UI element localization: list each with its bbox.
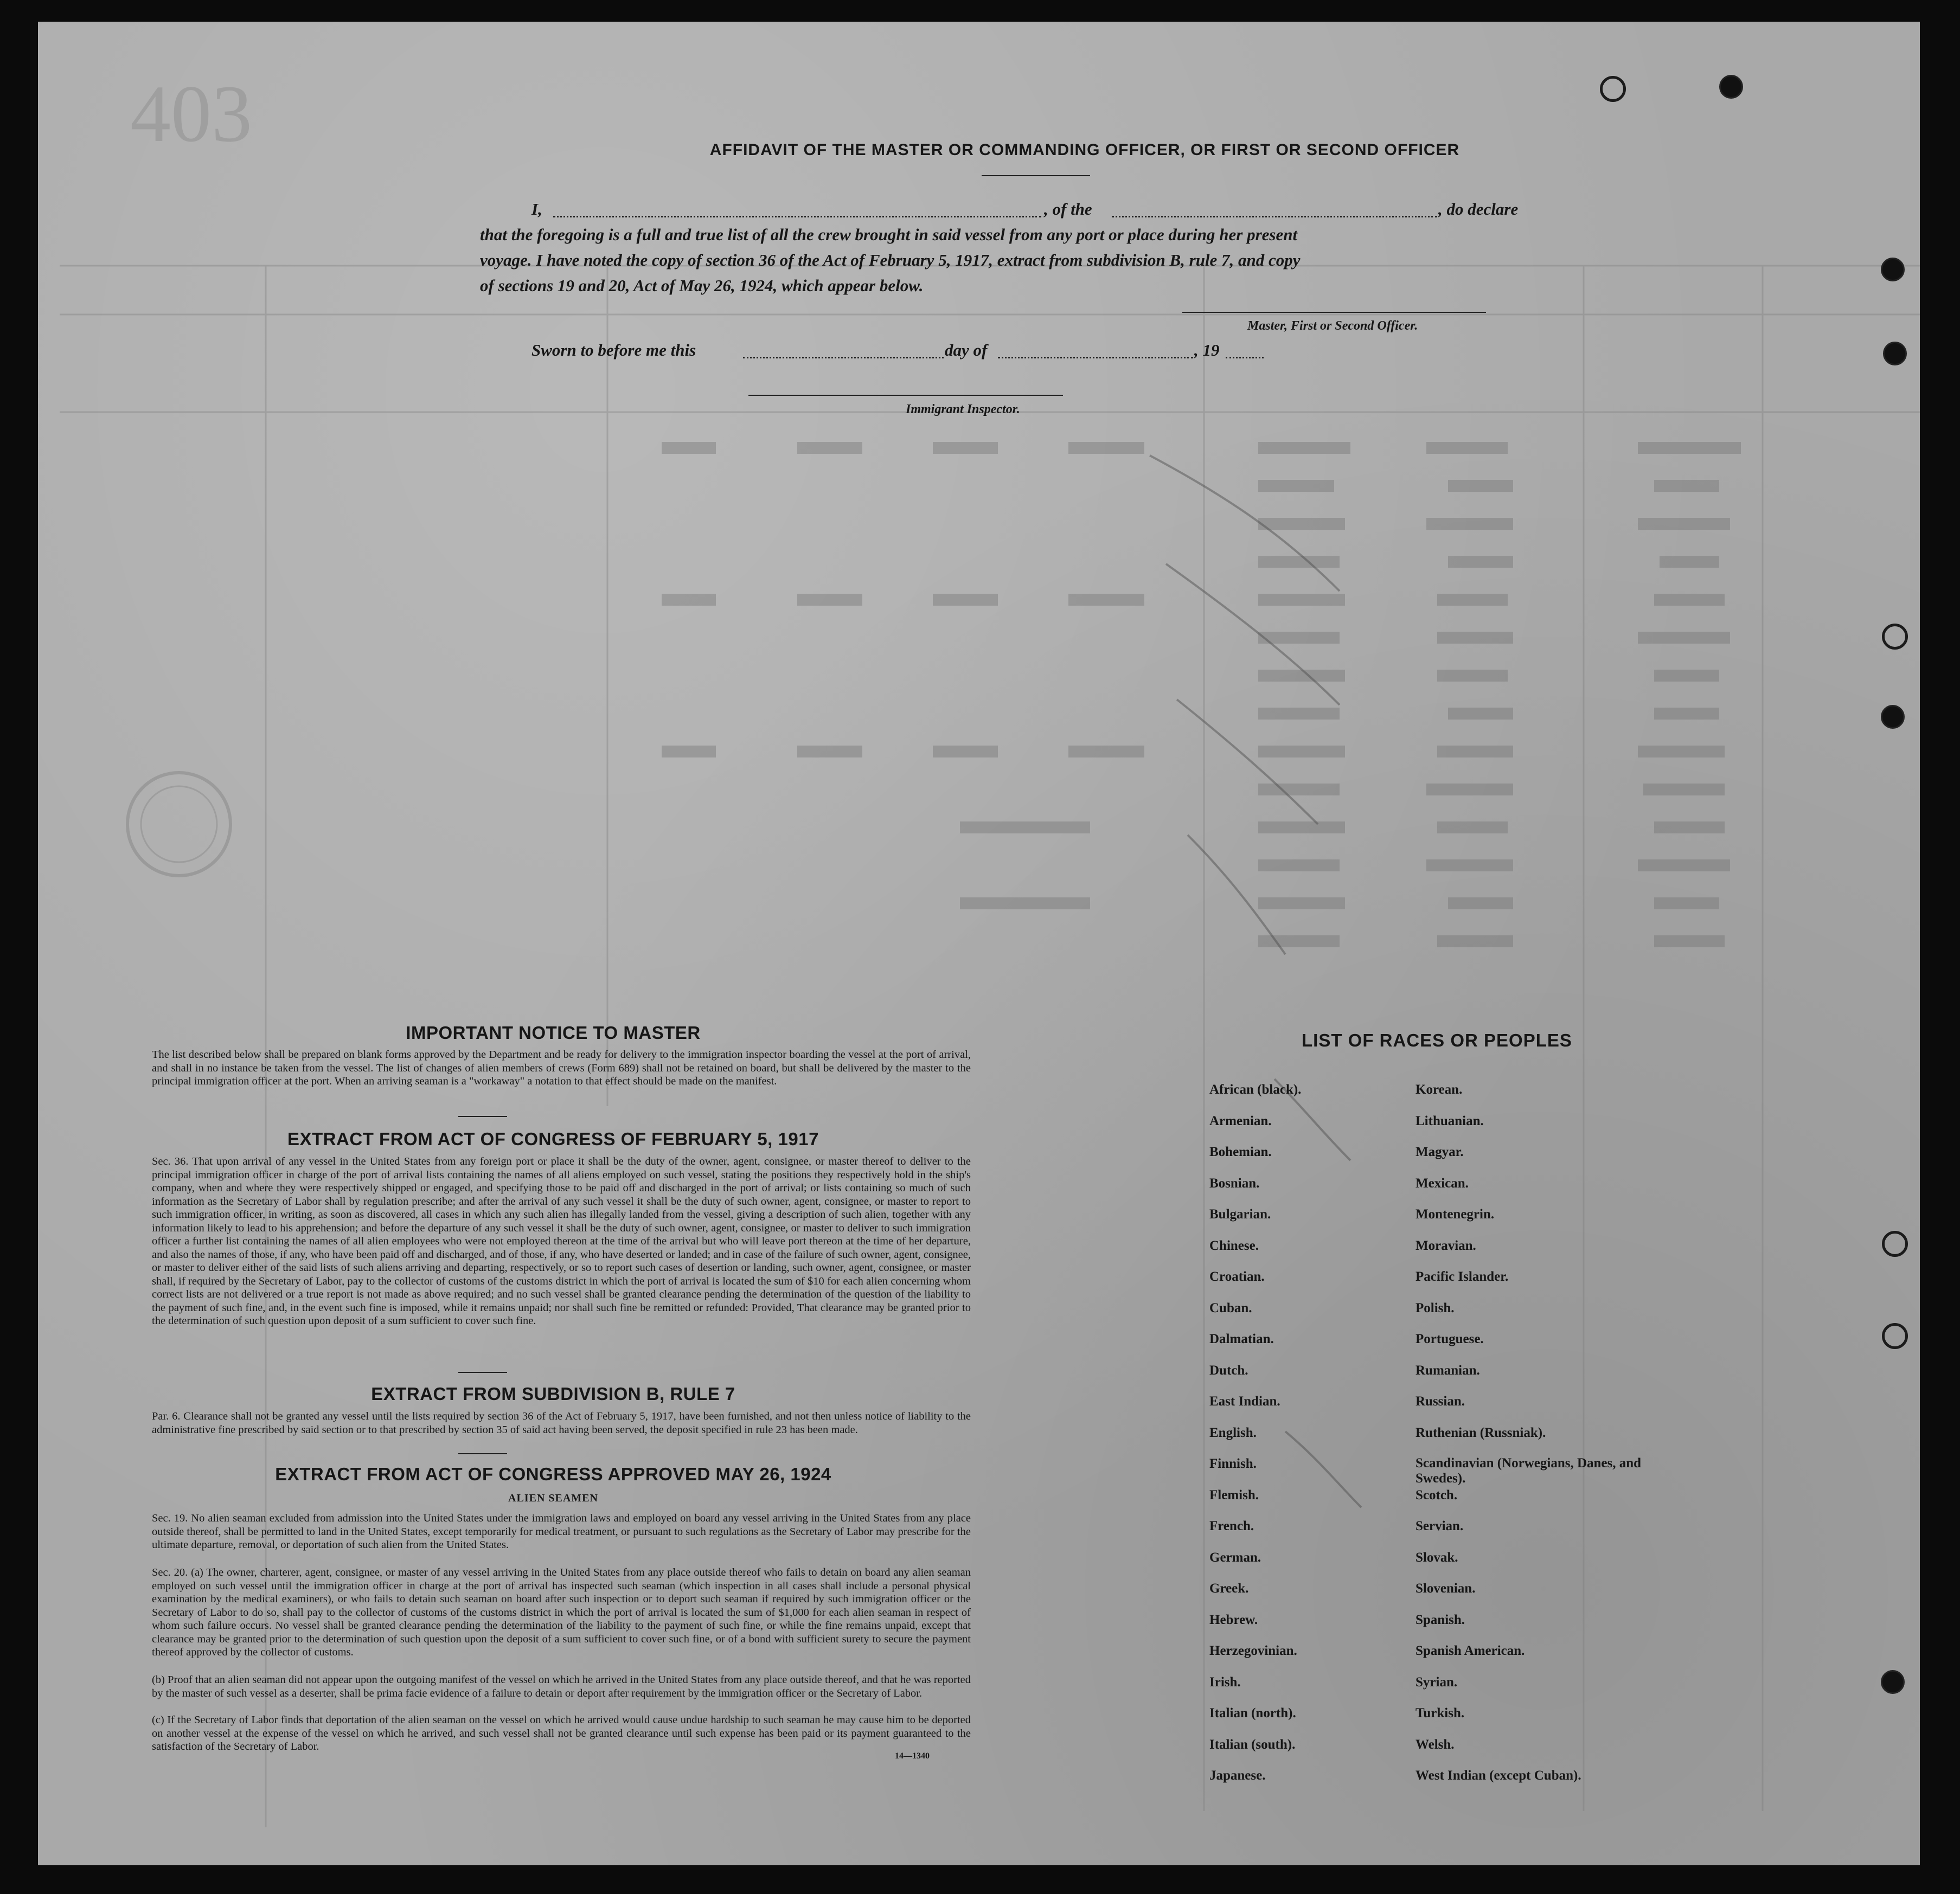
- extract-1924-title: EXTRACT FROM ACT OF CONGRESS APPROVED MAY 26, 1924: [275, 1464, 831, 1484]
- race-item: Spanish American.: [1415, 1643, 1525, 1658]
- affidavit-declare: , do declare: [1438, 200, 1519, 219]
- svg-text:403: 403: [130, 69, 252, 159]
- race-item: Bulgarian.: [1209, 1207, 1271, 1222]
- sec-19-text: Sec. 19. No alien seaman excluded from admission into the United States under the immigration laws and employed on board any vessel arriving in the United States from any place outside thereof, shall be permitted to land in the United States, except temporarily for medical treatment, or pursuant to such regulations as the Secretary of Labor may prescribe for the ultimate departure, removal, or deportation of such alien from the United States.: [152, 1512, 971, 1551]
- divider: [458, 1372, 507, 1373]
- race-item: Greek.: [1209, 1581, 1249, 1596]
- form-number: 14—1340: [895, 1751, 930, 1761]
- title-underline: [982, 175, 1090, 176]
- signature-line: [1182, 312, 1486, 313]
- sworn-day-of: day of: [945, 341, 988, 359]
- race-item: Croatian.: [1209, 1269, 1265, 1284]
- punch-hole: [1881, 705, 1905, 729]
- race-item: Herzegovinian.: [1209, 1643, 1297, 1658]
- sworn-prefix: Sworn to before me this: [531, 341, 696, 359]
- punch-hole: [1881, 258, 1905, 281]
- race-item: Bohemian.: [1209, 1145, 1272, 1159]
- race-item: Italian (south).: [1209, 1737, 1296, 1752]
- extract-rule7-title: EXTRACT FROM SUBDIVISION B, RULE 7: [371, 1384, 735, 1404]
- races-left-column: [1209, 1082, 1301, 1799]
- race-item: Finnish.: [1209, 1456, 1257, 1471]
- notice-text: The list described below shall be prepared on blank forms approved by the Department and be ready for delivery to the immigration inspector boarding the vessel at the port of arrival, and shall in no instance be taken from the vessel. The list of changes of alien members of crews (Form 689) shall not be retained on board, but shall be delivered by the master to the principal immigration officer at the port. When an arriving seaman is a "workaway" a notation to that effect should be made on the manifest.: [152, 1049, 971, 1087]
- race-item: Scotch.: [1415, 1487, 1458, 1503]
- divider: [458, 1116, 507, 1117]
- race-item: Magyar.: [1415, 1145, 1464, 1159]
- race-item: Armenian.: [1209, 1113, 1272, 1128]
- extract-1917-title: EXTRACT FROM ACT OF CONGRESS OF FEBRUARY 5, 1917: [287, 1129, 819, 1149]
- race-item: Spanish.: [1415, 1612, 1465, 1627]
- races-title: LIST OF RACES OR PEOPLES: [1302, 1030, 1572, 1050]
- race-item: Ruthenian (Russniak).: [1415, 1425, 1546, 1440]
- sworn-year: , 19: [1194, 341, 1220, 359]
- race-item: German.: [1209, 1550, 1261, 1565]
- punch-hole: [1719, 75, 1743, 99]
- inspector-label: Immigrant Inspector.: [906, 402, 1020, 416]
- race-item: Servian.: [1415, 1519, 1464, 1533]
- affidavit-line-3: voyage. I have noted the copy of section 36 of the Act of February 5, 1917, extract from subdivision B, rule 7, and copy: [480, 251, 1301, 269]
- vessel-blank: [1112, 216, 1437, 217]
- punch-hole: [1882, 624, 1908, 650]
- punch-hole: [1883, 342, 1907, 365]
- signature-label: Master, First or Second Officer.: [1247, 319, 1418, 333]
- race-item: Mexican.: [1415, 1176, 1469, 1191]
- affidavit-title: AFFIDAVIT OF THE MASTER OR COMMANDING OFFICER, OR FIRST OR SECOND OFFICER: [709, 141, 1460, 159]
- punch-hole: [1881, 1670, 1905, 1694]
- inspector-line: [748, 395, 1063, 396]
- punch-hole: [1600, 76, 1626, 102]
- race-item: Cuban.: [1209, 1300, 1252, 1315]
- race-item: Montenegrin.: [1415, 1207, 1495, 1222]
- document-sheet: [38, 22, 1920, 1865]
- sworn-year-blank: [1226, 357, 1264, 358]
- divider: [458, 1453, 507, 1454]
- race-item: Japanese.: [1209, 1768, 1266, 1783]
- race-item: Russian.: [1415, 1394, 1465, 1409]
- extract-1917-text: Sec. 36. That upon arrival of any vessel in the United States from any foreign port or place it shall be the duty of the owner, agent, consignee, or master thereof to deliver to the principal immigration officer in charge of the port of arrival lists containing the names of all aliens employed on such vessel, stating the positions they respectively hold in the ship's company, when and where they were respectively shipped or engaged, and specifying those to be paid off and discharged in the port of arrival; or lists containing so much of such information as the Secretary of Labor shall by regulation prescribe; and after the arrival of any such vessel it shall be the duty of such owner, agent, consignee, or master to report to such immigration officer, in writing, as soon as discovered, all cases in which any such alien has illegally landed from the vessel, giving a description of such alien, together with any information likely to lead to his apprehension; and before the departure of any such vessel it shall be the duty of such owner, agent, consignee, or master to deliver to such immigration officer a further list containing the names of all alien employees who were not employed thereon at the time of the arrival but who will leave port thereon at the time of her departure, and also the names of those, if any, who have been paid off and discharged, and of those, if any, who have deserted or landed; and in case of the failure of such owner, agent, consignee, or master to deliver either of the said lists of such aliens arriving and departing, respectively, or so to report such cases of desertion or landing, such owner, agent, consignee, or master shall, if required by the Secretary of Labor, pay to the collector of customs of the customs district in which the port of arrival is located the sum of $10 for each alien concerning whom correct lists are not delivered or a true report is not made as above required; and no such vessel shall be granted clearance pending the determination of the question of the liability to the payment of such fine, and, in the event such fine is imposed, while it remains unpaid; nor shall such fine be remitted or refunded: Provided, That clearance may be granted prior to the determination of such question upon deposit of a sum sufficient to cover such fine.: [152, 1155, 971, 1327]
- race-item: West Indian (except Cuban).: [1415, 1768, 1581, 1783]
- race-item: East Indian.: [1209, 1394, 1280, 1409]
- race-item: African (black).: [1209, 1082, 1302, 1097]
- affidavit-line-2: that the foregoing is a full and true list of all the crew brought in said vessel from any port or place during her present: [480, 225, 1298, 244]
- race-item: Slovak.: [1415, 1550, 1458, 1565]
- race-item: Chinese.: [1209, 1238, 1259, 1253]
- punch-hole: [1882, 1231, 1908, 1257]
- race-item: Syrian.: [1415, 1674, 1458, 1690]
- sworn-day-blank: [743, 357, 944, 358]
- race-item: Scandinavian (Norwegians, Danes, and Swedes).: [1415, 1456, 1642, 1486]
- race-item: Polish.: [1415, 1300, 1455, 1315]
- race-item: Dutch.: [1209, 1363, 1248, 1378]
- sec-20c-text: (c) If the Secretary of Labor finds that deportation of the alien seaman on the vessel on which he arrived would cause undue hardship to such seaman he may cause him to be deported on another vessel at the expense of the vessel on which he arrived, and such vessel shall not be granted clearance until such expense has been paid or its payment guaranteed to the satisfaction of the Secretary of Labor.: [152, 1714, 971, 1752]
- races-right-column: [1415, 1082, 1654, 1799]
- race-item: Flemish.: [1209, 1487, 1259, 1503]
- affidavit-line-4: of sections 19 and 20, Act of May 26, 1924, which appear below.: [480, 276, 924, 295]
- sec-20a-text: Sec. 20. (a) The owner, charterer, agent, consignee, or master of any vessel arriving in the United States from any place outside thereof who fails to detain on board any alien seaman employed on such vessel until the immigration officer in charge at the port of arrival has inspected such seaman (which inspection in all cases shall include a personal physical examination by the medical examiners), or who fails to detain such seaman on board after such inspection or to deport such seaman if required by such immigration officer or the Secretary of Labor to do so, shall pay to the collector of customs of the customs district in which the port of arrival is located the sum of $1,000 for each alien seaman in respect of whom such failure occurs. No vessel shall be granted clearance pending the determination of the liability to the payment of such fine, or while the fine remains unpaid, except that clearance may be granted prior to the determination of such question upon the deposit of a sum sufficient to cover such fine, or of a bond with sufficient surety to secure the payment thereof approved by the collector of customs.: [152, 1566, 971, 1658]
- race-item: Italian (north).: [1209, 1706, 1296, 1720]
- sworn-month-blank: [998, 357, 1193, 358]
- race-item: Hebrew.: [1209, 1612, 1258, 1627]
- race-item: Portuguese.: [1415, 1332, 1484, 1346]
- race-item: Irish.: [1209, 1674, 1241, 1690]
- race-item: Korean.: [1415, 1082, 1463, 1097]
- race-item: Dalmatian.: [1209, 1332, 1274, 1346]
- alien-seamen-subtitle: ALIEN SEAMEN: [508, 1492, 598, 1504]
- affidavit-of-the: , of the: [1044, 200, 1092, 219]
- race-item: English.: [1209, 1425, 1257, 1440]
- race-item: Slovenian.: [1415, 1581, 1476, 1596]
- punch-hole: [1882, 1323, 1908, 1349]
- extract-rule7-text: Par. 6. Clearance shall not be granted any vessel until the lists required by section 36 of the Act of February 5, 1917, have been furnished, and not then unless notice of liability to the administrative fine prescribed by said section or to that prescribed by section 35 of said act having been served, the deposit specified in rule 23 has been made.: [152, 1410, 971, 1436]
- race-item: Rumanian.: [1415, 1363, 1480, 1378]
- race-item: French.: [1209, 1519, 1254, 1533]
- race-item: Lithuanian.: [1415, 1113, 1484, 1128]
- race-item: Welsh.: [1415, 1737, 1455, 1752]
- race-item: Turkish.: [1415, 1706, 1465, 1720]
- race-item: Moravian.: [1415, 1238, 1476, 1253]
- race-item: Pacific Islander.: [1415, 1269, 1509, 1284]
- sec-20b-text: (b) Proof that an alien seaman did not appear upon the outgoing manifest of the vessel on which he arrived in the United States from any place outside thereof, and that he was reported by the master of such vessel as a deserter, shall be prima facie evidence of a failure to detain or deport after requirement by the immigration officer or the Secretary of Labor.: [152, 1674, 971, 1699]
- affidavit-i: I,: [531, 200, 542, 219]
- notice-title: IMPORTANT NOTICE TO MASTER: [406, 1023, 701, 1043]
- name-blank: [553, 216, 1041, 217]
- race-item: Bosnian.: [1209, 1176, 1260, 1191]
